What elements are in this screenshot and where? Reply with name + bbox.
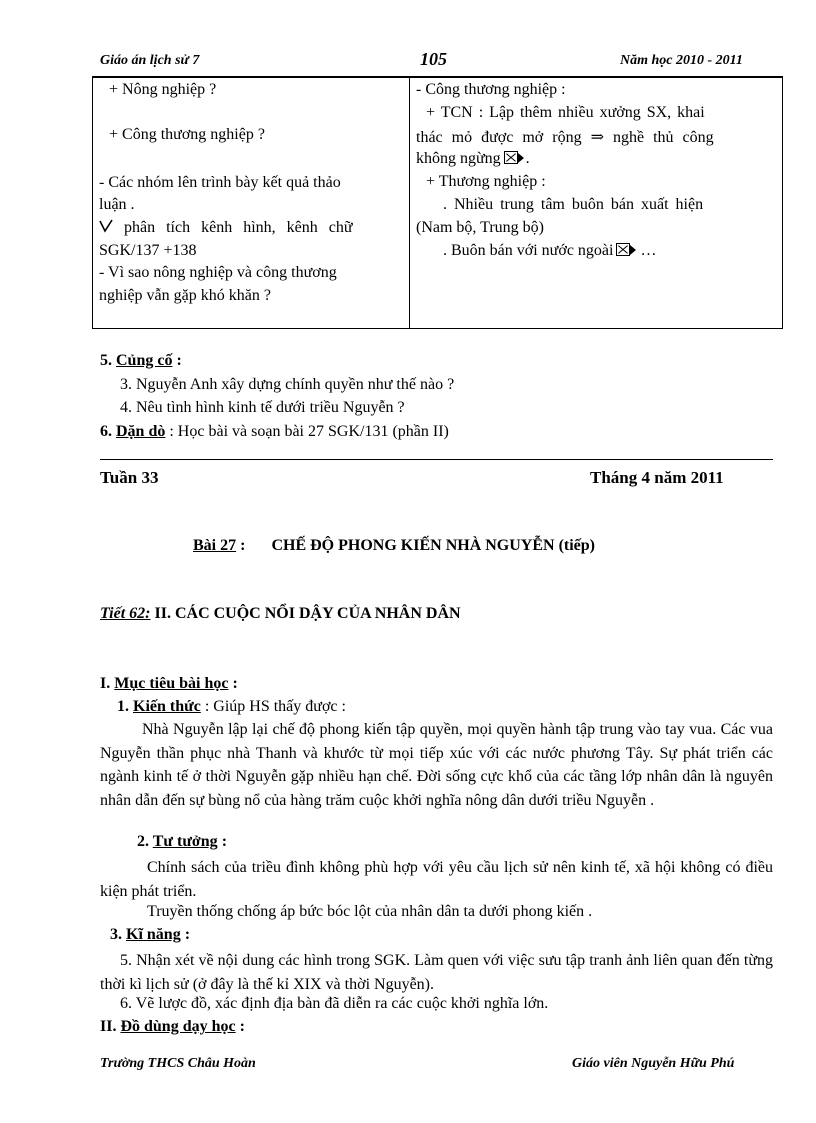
date-label: Tháng 4 năm 2011 (590, 468, 724, 487)
lesson-label: Bài 27 (193, 537, 237, 554)
teacher-column (93, 78, 410, 329)
right-line-4: không ngừng . (416, 150, 530, 167)
right-line-5: + Thương nghiệp : (426, 173, 546, 190)
knowledge-paragraph: Nhà Nguyễn lập lại chế độ phong kiến tập quyền, mọi quyền hành tập trung vào tay vua. Các vua Nguyễn thần phục nhà Thanh và khước từ mọi tiếp xúc với các nước phương Tây. Sự phát triển các ngành kinh tế ở thời Nguyễn gặp nhiều hạn chế. Đời sống cực khổ của các tầng lớp nhân dân là nguyên nhân dẫn đến sự bùng nổ của hàng trăm cuộc khởi nghĩa nông dân dưới triều Nguyễn . (100, 721, 773, 809)
period-label: Tiết 62: (100, 605, 151, 622)
left-line-8: nghiệp vẫn gặp khó khăn ? (99, 287, 271, 304)
materials-heading: II. Đồ dùng dạy học : (100, 1018, 245, 1035)
left-line-3: - Các nhóm lên trình bày kết quả thảo (99, 174, 341, 191)
header-right: Năm học 2010 - 2011 (620, 53, 743, 68)
homework-label: Dặn dò (116, 423, 166, 440)
page-number: 105 (420, 49, 447, 69)
right-line-7: (Nam bộ, Trung bộ) (416, 219, 545, 236)
student-column (410, 78, 783, 329)
right-line-3: thác mỏ được mở rộng ⇒ nghề thủ công (416, 129, 714, 146)
consolidation-question-4: 4. Nêu tình hình kinh tế dưới triều Nguyễn ? (120, 399, 405, 416)
right-line-6: . Nhiều trung tâm buôn bán xuất hiện (443, 196, 704, 213)
checkmark-icon (99, 219, 113, 233)
period-title: Tiết 62: II. CÁC CUỘC NỔI DẬY CỦA NHÂN DÂN (100, 605, 461, 622)
implies-arrow-icon: ⇒ (590, 129, 604, 146)
week-label: Tuần 33 (100, 468, 159, 487)
left-line-4: luận . (99, 196, 135, 213)
footer-teacher: Giáo viên Nguyễn Hữu Phú (572, 1056, 735, 1071)
lesson-title: Bài 27 : CHẾ ĐỘ PHONG KIẾN NHÀ NGUYỄN (tiếp) (193, 537, 596, 554)
footer-school: Trường THCS Châu Hoàn (100, 1056, 256, 1071)
ideology-paragraph-2: Truyền thống chống áp bức bóc lột của nhân dân ta dưới phong kiến . (147, 903, 593, 920)
consolidation-question-3: 3. Nguyễn Anh xây dựng chính quyền như thế nào ? (120, 376, 455, 393)
left-line-5: phân tích kênh hình, kênh chữ (99, 219, 401, 237)
ideology-paragraph-1: Chính sách của triều đình không phù hợp với yêu cầu lịch sử nên kinh tế, xã hội không có điều kiện phát triển. (100, 859, 773, 900)
right-line-1: - Công thương nghiệp : (416, 81, 566, 98)
left-line-6: SGK/137 +138 (99, 242, 197, 259)
header-left: Giáo án lịch sử 7 (100, 53, 200, 68)
homework-line: 6. Dặn dò : Học bài và soạn bài 27 SGK/131 (phần II) (100, 423, 449, 440)
right-line-2: + TCN : Lập thêm nhiều xưởng SX, khai (426, 104, 705, 121)
skills-item-5: 5. Nhận xét về nội dung các hình trong SGK. Làm quen với việc sưu tập tranh ảnh liên quan đến từng thời kì lịch sử (ở đây là thế kỉ XIX và thời Nguyễn). (100, 952, 773, 993)
objectives-heading: I. Mục tiêu bài học : (100, 675, 238, 692)
right-line-8: . Buôn bán với nước ngoài … (443, 242, 657, 259)
left-line-2: + Công thương nghiệp ? (109, 126, 265, 143)
increase-arrow-icon-2 (616, 243, 630, 256)
skills-item-6: 6. Vẽ lược đồ, xác định địa bàn đã diễn ra các cuộc khởi nghĩa lớn. (120, 995, 549, 1012)
consolidation-heading: 5. Củng cố : (100, 352, 182, 369)
ideology-heading: 2. Tư tưởng : (137, 833, 228, 850)
increase-arrow-icon (504, 151, 518, 164)
consolidation-label: Củng cố (116, 352, 173, 369)
left-line-1: + Nông nghiệp ? (109, 81, 217, 98)
skills-heading: 3. Kĩ năng : (110, 926, 191, 943)
activity-table (92, 77, 783, 329)
left-line-7: - Vì sao nông nghiệp và công thương (99, 264, 337, 281)
section-rule (100, 459, 773, 460)
knowledge-heading: 1. Kiến thức : Giúp HS thấy được : (117, 698, 346, 715)
